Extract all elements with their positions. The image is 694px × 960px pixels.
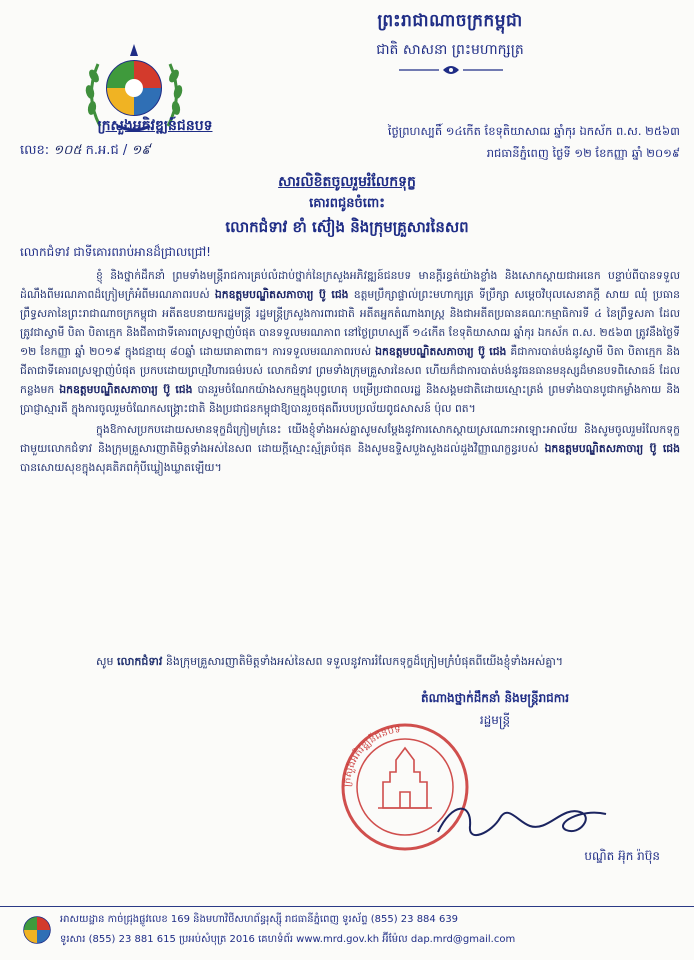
body-paragraph-2 [20,420,680,477]
svg-text:ក្រសួងអភិវឌ្ឍន៍ជនបទ: ក្រសួងអភិវឌ្ឍន៍ជនបទ [341,724,402,788]
signer-role: រដ្ឋមន្ត្រី [479,713,511,727]
signer-name: បណ្ឌិត អ៊ុក រ៉ាប៊ុន [584,849,660,863]
reference-year-handwritten: ១៩ [131,143,151,158]
body-paragraph-1 [20,266,680,418]
ministry-name: ក្រសួងអភិវឌ្ឍន៍ជនបទ [97,118,213,134]
reference-number: លេខ: ១០៥ ក.អ.ជ / ១៩ [20,143,151,158]
letter-body [20,266,680,479]
kingdom-heading: ព្រះរាជាណាចក្រកម្ពុជា [377,11,523,31]
deceased-name: ឯកឧត្តមបណ្ឌិតសភាចារ្យ ប៊ូ ជេង [544,442,680,455]
reference-number-handwritten: ១០៥ [53,143,82,158]
reference-label: លេខ: [20,143,50,158]
salutation: លោកជំទាវ ជាទីគោរពរាប់អានដ៏ជ្រាលជ្រៅ! [20,245,211,259]
deceased-name: ឯកឧត្តមបណ្ឌិតសភាចារ្យ ប៊ូ ជេង [59,383,193,396]
body-text: ឧត្តមប្រឹក្សាផ្ទាល់ព្រះមហាក្សត្រ ទីប្រឹក្សា សម្តេចវិបុលសេនាភក្តី សាយ ឈុំ ប្រធានព្រឹទ្ធសភានៃព្រះរាជាណាចក្រកម្ពុជា អតីតឧបនាយករដ្ឋមន្ត្រី រដ្ឋមន្ត្រីក្រសួងការពារជាតិ អតីតអ្នកតំណាងរាស្ត្រ និងជាអតីតប្រធានគណៈកម្មាធិការទី ៤ នៃព្រឹទ្ធសភា ដែលត្រូវជាស្វាមី បិតា បិតាក្មេក និងជីតាជាទីគោរពស្រឡាញ់បំផុត បានទទួលមរណភាព នៅថ្ងៃព្រហស្បតិ៍ ១៤កើត ខែទុតិយាសាឍ ឆ្នាំកុរ ឯកស័ក ព.ស. ២៥៦៣ ត្រូវនឹងថ្ងៃទី ១២ ខែកញ្ញា ឆ្នាំ ២០១៩ ក្នុងជន្មាយុ ៨០ឆ្នាំ ដោយរោគាពាធ។ ការទទួលមរណភាពរបស់ [20,288,680,358]
signer-title: តំណាងថ្នាក់ដឹកនាំ និងមន្ត្រីរាជការ [420,691,570,705]
closing-recipient: លោកជំទាវ [116,655,163,668]
letter-title: សារលិខិតចូលរួមរំលែកទុក្ខ [278,174,416,190]
closing-text: សូម [96,655,114,668]
footer-divider [0,906,694,907]
body-text: បានសោយសុខក្នុងសុគតិភពកុំបីឃ្លៀងឃ្លាតឡើយ។ [20,461,222,474]
national-motto: ជាតិ សាសនា ព្រះមហាក្សត្រ [376,42,524,58]
body-text: ខ្ញុំ និងថ្នាក់ដឹកនាំ ព្រមទាំងមន្ត្រីរាជការគ្រប់លំដាប់ថ្នាក់នៃក្រសួងអភិវឌ្ឍន៍ជនបទ មានក្តីរន្ធត់យ៉ាងខ្លាំង និងសោកស្តាយជាអនេក បន្ទាប់ពីបានទទួលដំណឹងពីមរណភាពដ៏ក្រៀមក្រំអំពីមរណភាពរបស់ [20,269,680,301]
closing-text: និងក្រុមគ្រួសារញាតិមិត្តទាំងអស់នៃសព ទទួលនូវការរំលែកទុក្ខដ៏ក្រៀមក្រំបំផុតពីយើងខ្ញុំទាំងអស់គ្នា។ [165,655,564,668]
letter-addressed-to: គោរពជូនចំពោះ [309,196,385,211]
handwritten-signature-icon [430,792,630,852]
deceased-name: ឯកឧត្តមបណ្ឌិតសភាចារ្យ ប៊ូ ជេង [214,288,349,301]
footer-address: អាសយដ្ឋាន កាច់ជ្រុងផ្លូវលេខ 169 និងមហាវិថីសហព័ន្ធរុស្ស៊ី រាជធានីភ្នំពេញ ទូរស័ព្ទ (855) 23 884 639 [60,914,459,925]
body-text: បានរួមចំណែកយ៉ាងសកម្មក្នុងបុព្វហេតុ បម្រើប្រជាពលរដ្ឋ និងសង្គមជាតិដោយស្មោះត្រង់ ព្រមទាំងបានបូជាកម្លាំងកាយ និងប្រាជ្ញាស្មារតី ក្នុងការចូលរួមចំណែកសង្គ្រោះជាតិ និងប្រជាជនកម្ពុជាឱ្យបានរួចផុតពីរបបប្រល័យពូជសាសន៍ ប៉ុល ពត។ [20,383,680,415]
letter-recipient: លោកជំទាវ ខាំ ស៊ៀង និងក្រុមគ្រួសារនៃសព [225,218,469,236]
deceased-name: ឯកឧត្តមបណ្ឌិតសភាចារ្យ ប៊ូ ជេង [375,345,507,358]
body-text: គឺជាការបាត់បង់នូវស្វាមី បិតា បិតាក្មេក និងជីតាជាទីគោរពស្រឡាញ់បំផុត ប្រកបដោយព្រហ្មវិហារធម៌របស់ លោកជំទាវ ព្រមទាំងក្រុមគ្រួសារនៃសព ហើយក៏ជាការបាត់បង់នូវធនធានមនុស្សដ៏មានបទពិសោធន៍ ដែលកន្លងមក [20,345,680,396]
body-text: ក្នុងឱកាសប្រកបដោយសមានទុក្ខដ៏ក្រៀមក្រំនេះ យើងខ្ញុំទាំងអស់គ្នាសូមសម្តែងនូវការសោកស្តាយស្រណោះអាឡោះអាល័យ និងសូមចូលរួមរំលែកទុក្ខជាមួយលោកជំទាវ និងក្រុមគ្រួសារញាតិមិត្តទាំងអស់នៃសព ដោយក្តីស្មោះស្ម័គ្របំផុត និងសូមឧទ្ទិសបួងសួងដល់ដួងវិញ្ញាណក្ខន្ធរបស់ [20,423,680,455]
footer-logo-icon [20,914,54,946]
lunar-date: ថ្ងៃព្រហស្បតិ៍ ១៤កើត ខែទុតិយាសាឍ ឆ្នាំកុរ ឯកស័ក ព.ស. ២៥៦៣ [387,124,680,138]
reference-suffix: ក.អ.ជ [85,143,119,158]
closing-paragraph [20,652,680,671]
footer-contact: ទូរសារ (855) 23 881 615 ប្រអប់សំបុត្រ 2016 គេហទំព័រ www.mrd.gov.kh អ៊ីម៉ែល dap.mrd@gmail.com [60,934,516,945]
solar-date: រាជធានីភ្នំពេញ ថ្ងៃទី ១២ ខែកញ្ញា ឆ្នាំ ២០១៩ [486,146,680,160]
ornament-divider-icon [395,64,507,76]
